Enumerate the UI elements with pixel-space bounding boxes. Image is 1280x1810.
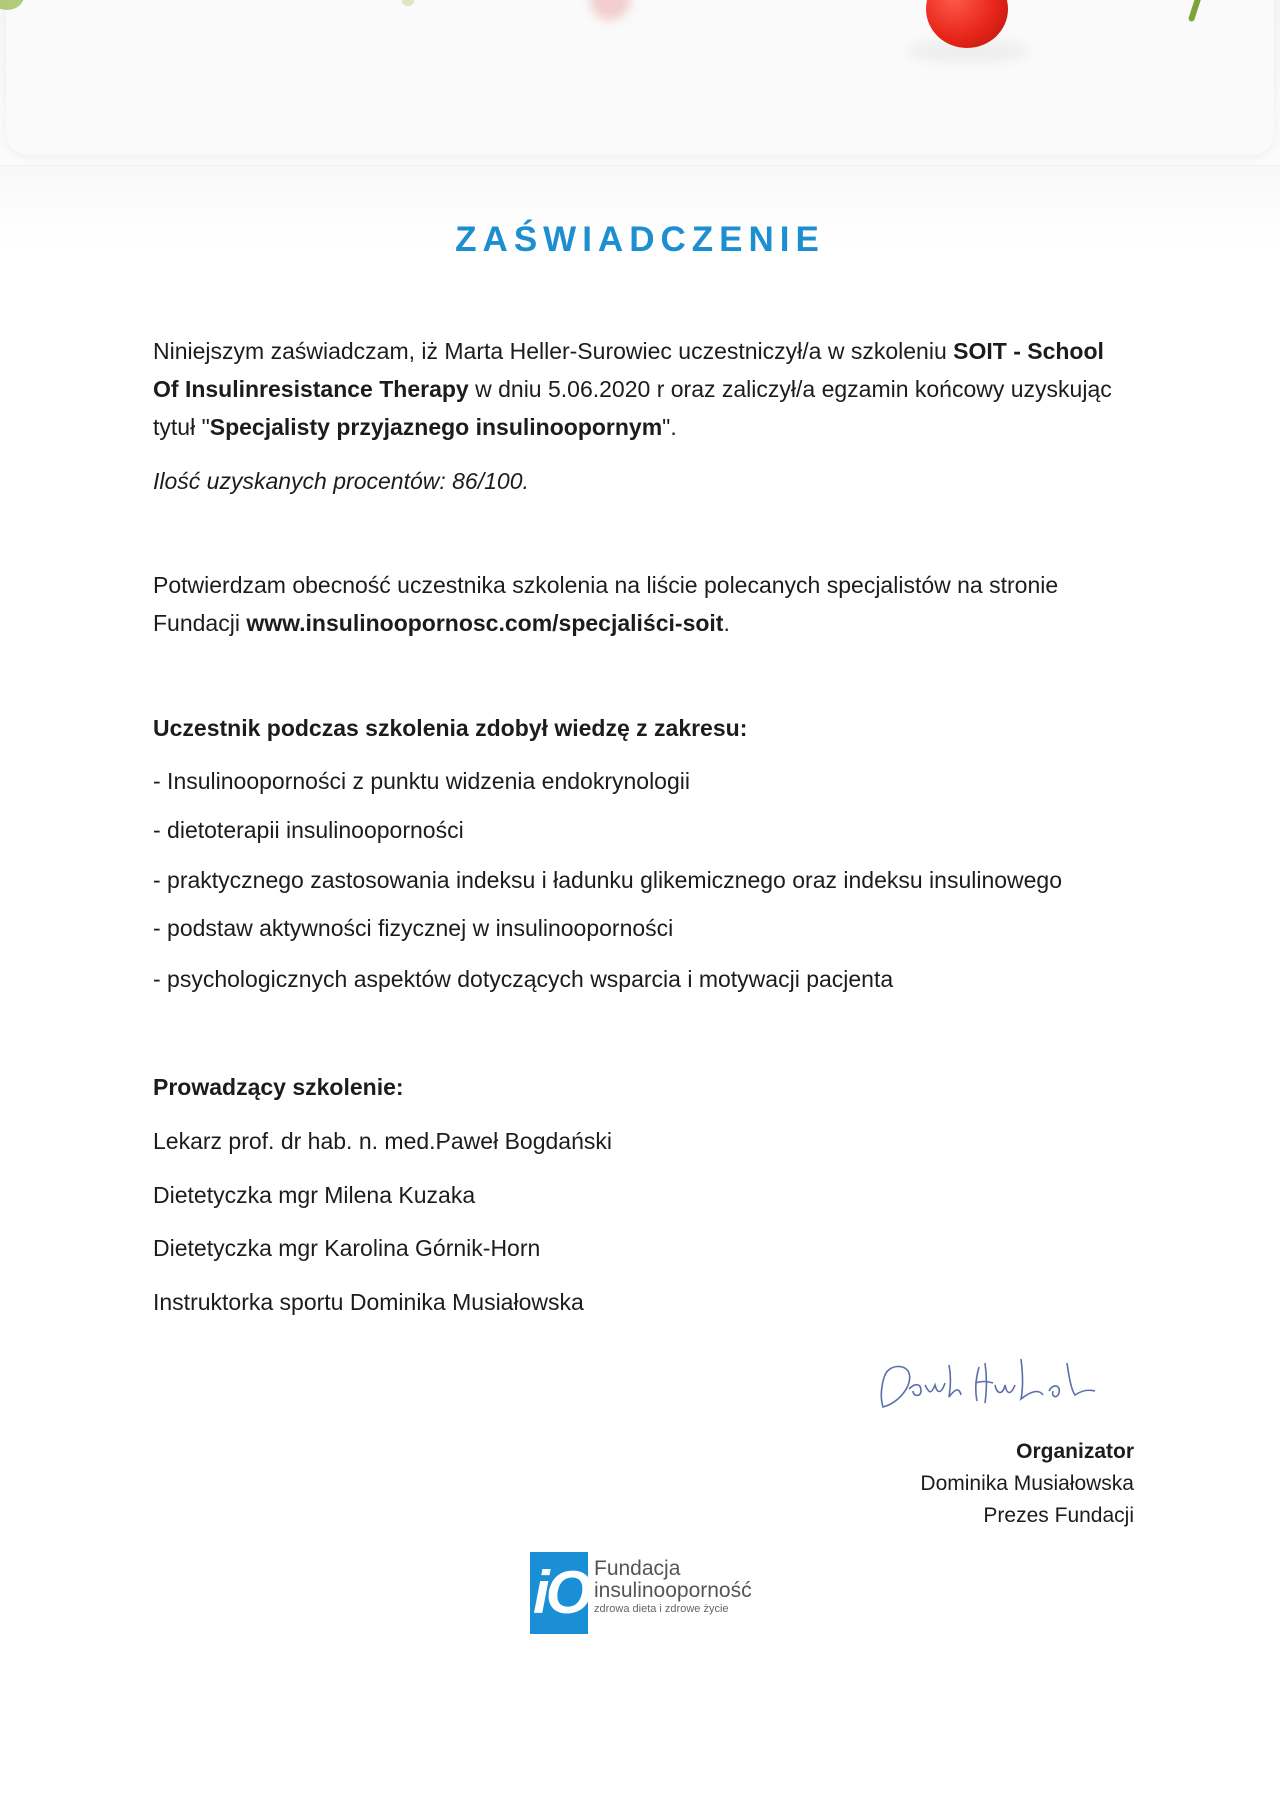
trainer-item: Dietetyczka mgr Karolina Górnik-Horn: [153, 1235, 541, 1261]
signer-position: Prezes Fundacji: [983, 1504, 1134, 1527]
awarded-title: Specjalisty przyjaznego insulinoopornym: [209, 414, 663, 440]
header-plate: [6, 0, 1274, 155]
signer-name: Dominika Musiałowska: [920, 1472, 1134, 1495]
logo-mark: [530, 1552, 588, 1634]
logo-wordmark: [594, 1558, 752, 1616]
signer-role: Organizator: [1016, 1440, 1134, 1463]
trainer-item: Dietetyczka mgr Milena Kuzaka: [153, 1182, 476, 1208]
certificate-title: ZAŚWIADCZENIE: [455, 220, 825, 259]
knowledge-heading-text: Uczestnik podczas szkolenia zdobył wiedzę z zakresu:: [153, 715, 748, 741]
signature-block: [920, 1436, 1134, 1532]
score-text: Ilość uzyskanych procentów: 86/100.: [153, 468, 529, 494]
foundation-logo: [530, 1552, 760, 1634]
trainers-heading-text: Prowadzący szkolenie:: [153, 1074, 404, 1100]
school-name-part2: Of Insulinresistance Therapy: [153, 376, 469, 402]
list-item: - dietoterapii insulinooporności: [153, 817, 464, 843]
intro-text: w dniu 5.06.2020 r oraz zaliczył/a egzamin końcowy uzyskując: [468, 376, 1112, 402]
list-item: - podstaw aktywności fizycznej w insulinooporności: [153, 915, 674, 941]
list-item: - praktycznego zastosowania indeksu i ładunku glikemicznego oraz indeksu insulinowego: [153, 867, 1063, 893]
knowledge-heading: [153, 709, 1143, 747]
logo-mark-text: iO: [533, 1559, 589, 1626]
intro-text: Niniejszym zaświadczam, iż Marta Heller-Surowiec uczestniczył/a w szkoleniu: [153, 338, 954, 364]
logo-line: insulinooporność: [594, 1579, 752, 1602]
logo-tagline: zdrowa dieta i zdrowe życie: [594, 1603, 729, 1615]
trainers-heading: [153, 1068, 1143, 1106]
list-item: - Insulinooporności z punktu widzenia endokrynologii: [153, 768, 690, 794]
intro-paragraph: [153, 332, 1143, 446]
foundation-url: www.insulinoopornosc.com/specjaliści-soit: [246, 610, 724, 636]
intro-text: tytuł ": [153, 414, 210, 440]
confirm-text: Fundacji: [153, 610, 247, 636]
school-name-part1: SOIT - School: [953, 338, 1104, 364]
intro-text: ".: [662, 414, 677, 440]
confirm-text: Potwierdzam obecność uczestnika szkolenia na liście polecanych specjalistów na stronie: [153, 572, 1059, 598]
logo-line: Fundacja: [594, 1557, 681, 1580]
handwritten-signature: [875, 1345, 1125, 1425]
list-item: - psychologicznych aspektów dotyczących wsparcia i motywacji pacjenta: [153, 966, 894, 992]
header-image: [0, 0, 1280, 250]
trainer-item: Lekarz prof. dr hab. n. med.Paweł Bogdański: [153, 1128, 612, 1154]
trainer-item: Instruktorka sportu Dominika Musiałowska: [153, 1289, 584, 1315]
confirm-paragraph: [153, 566, 1143, 642]
confirm-text: .: [723, 610, 730, 636]
